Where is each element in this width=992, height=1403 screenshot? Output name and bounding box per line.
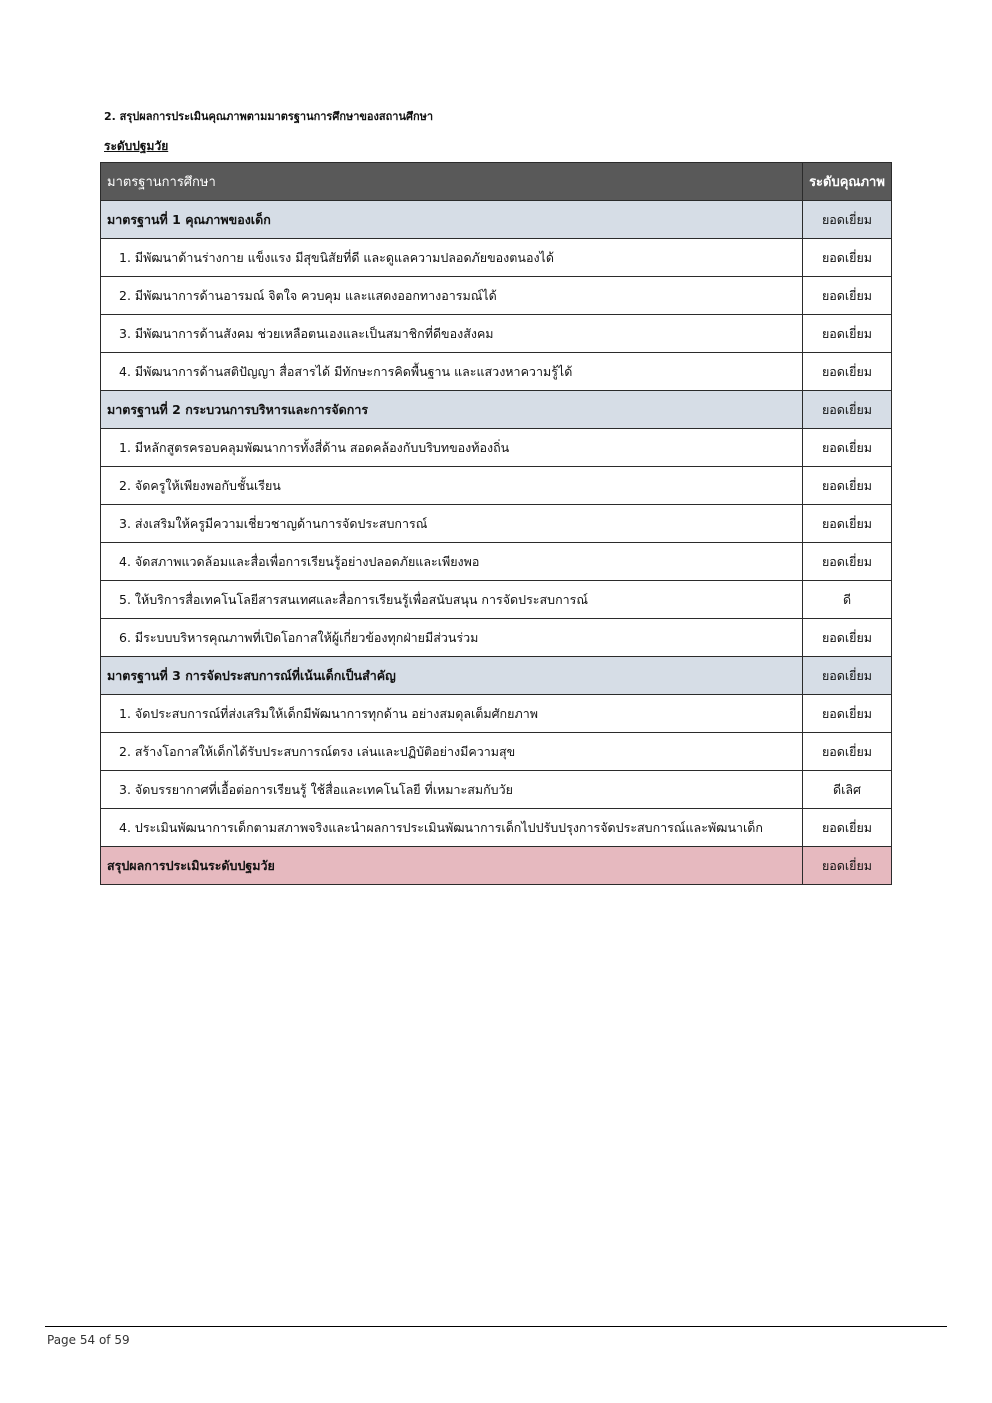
quality-level: ยอดเยี่ยม	[803, 847, 892, 885]
row-label: 6. มีระบบบริหารคุณภาพที่เปิดโอกาสให้ผู้เกี่ยวข้องทุกฝ่ายมีส่วนร่วม	[101, 619, 803, 657]
table-header-row	[101, 163, 892, 201]
row-label: 4. จัดสภาพแวดล้อมและสื่อเพื่อการเรียนรู้อย่างปลอดภัยและเพียงพอ	[101, 543, 803, 581]
footer-divider	[45, 1326, 947, 1327]
assessment-table-body	[101, 163, 892, 885]
row-label: สรุปผลการประเมินระดับปฐมวัย	[101, 847, 803, 885]
standard-row	[101, 201, 892, 239]
quality-level: ยอดเยี่ยม	[803, 277, 892, 315]
quality-level: ยอดเยี่ยม	[803, 467, 892, 505]
row-label: มาตรฐานที่ 3 การจัดประสบการณ์ที่เน้นเด็กเป็นสำคัญ	[101, 657, 803, 695]
standard-row	[101, 391, 892, 429]
indicator-row	[101, 429, 892, 467]
page-number: Page 54 of 59	[47, 1333, 130, 1347]
quality-level: ยอดเยี่ยม	[803, 543, 892, 581]
indicator-row	[101, 315, 892, 353]
row-label: 2. มีพัฒนาการด้านอารมณ์ จิตใจ ควบคุม และแสดงออกทางอารมณ์ได้	[101, 277, 803, 315]
quality-level: ยอดเยี่ยม	[803, 429, 892, 467]
row-label: 4. มีพัฒนาการด้านสติปัญญา สื่อสารได้ มีทักษะการคิดพื้นฐาน และแสวงหาความรู้ได้	[101, 353, 803, 391]
indicator-row	[101, 733, 892, 771]
quality-level: ยอดเยี่ยม	[803, 353, 892, 391]
header-standard: มาตรฐานการศึกษา	[101, 163, 803, 201]
assessment-table	[100, 162, 892, 885]
quality-level: ยอดเยี่ยม	[803, 695, 892, 733]
indicator-row	[101, 543, 892, 581]
row-label: 1. มีพัฒนาด้านร่างกาย แข็งแรง มีสุขนิสัยที่ดี และดูแลความปลอดภัยของตนองได้	[101, 239, 803, 277]
row-label: 3. มีพัฒนาการด้านสังคม ช่วยเหลือตนเองและเป็นสมาชิกที่ดีของสังคม	[101, 315, 803, 353]
quality-level: ยอดเยี่ยม	[803, 201, 892, 239]
row-label: 3. ส่งเสริมให้ครูมีความเชี่ยวชาญด้านการจัดประสบการณ์	[101, 505, 803, 543]
indicator-row	[101, 581, 892, 619]
indicator-row	[101, 619, 892, 657]
quality-level: ยอดเยี่ยม	[803, 239, 892, 277]
row-label: 4. ประเมินพัฒนาการเด็กตามสภาพจริงและนำผลการประเมินพัฒนาการเด็กไปปรับปรุงการจัดประสบการณ์และพัฒนาเด็ก	[101, 809, 803, 847]
row-label: 1. มีหลักสูตรครอบคลุมพัฒนาการทั้งสี่ด้าน สอดคล้องกับบริบทของท้องถิ่น	[101, 429, 803, 467]
quality-level: ยอดเยี่ยม	[803, 657, 892, 695]
quality-level: ดีเลิศ	[803, 771, 892, 809]
indicator-row	[101, 695, 892, 733]
row-label: 1. จัดประสบการณ์ที่ส่งเสริมให้เด็กมีพัฒนาการทุกด้าน อย่างสมดุลเต็มศักยภาพ	[101, 695, 803, 733]
indicator-row	[101, 809, 892, 847]
quality-level: ยอดเยี่ยม	[803, 505, 892, 543]
quality-level: ยอดเยี่ยม	[803, 315, 892, 353]
quality-level: ยอดเยี่ยม	[803, 733, 892, 771]
standard-row	[101, 657, 892, 695]
section-heading: 2. สรุปผลการประเมินคุณภาพตามมาตรฐานการศึกษาของสถานศึกษา	[104, 110, 434, 123]
row-label: 5. ให้บริการสื่อเทคโนโลยีสารสนเทศและสื่อการเรียนรู้เพื่อสนับสนุน การจัดประสบการณ์	[101, 581, 803, 619]
indicator-row	[101, 277, 892, 315]
row-label: มาตรฐานที่ 2 กระบวนการบริหารและการจัดการ	[101, 391, 803, 429]
indicator-row	[101, 771, 892, 809]
quality-level: ดี	[803, 581, 892, 619]
row-label: 2. จัดครูให้เพียงพอกับชั้นเรียน	[101, 467, 803, 505]
row-label: มาตรฐานที่ 1 คุณภาพของเด็ก	[101, 201, 803, 239]
row-label: 2. สร้างโอกาสให้เด็กได้รับประสบการณ์ตรง เล่นและปฏิบัติอย่างมีความสุข	[101, 733, 803, 771]
indicator-row	[101, 505, 892, 543]
indicator-row	[101, 467, 892, 505]
level-subheading: ระดับปฐมวัย	[104, 139, 169, 153]
summary-row	[101, 847, 892, 885]
quality-level: ยอดเยี่ยม	[803, 619, 892, 657]
quality-level: ยอดเยี่ยม	[803, 391, 892, 429]
indicator-row	[101, 239, 892, 277]
quality-level: ยอดเยี่ยม	[803, 809, 892, 847]
indicator-row	[101, 353, 892, 391]
header-quality: ระดับคุณภาพ	[803, 163, 892, 201]
row-label: 3. จัดบรรยากาศที่เอื้อต่อการเรียนรู้ ใช้สื่อและเทคโนโลยี ที่เหมาะสมกับวัย	[101, 771, 803, 809]
